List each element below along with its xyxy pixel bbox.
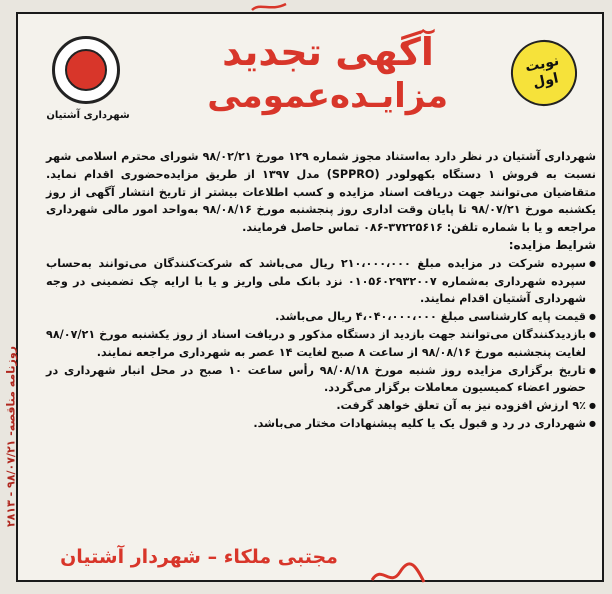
notice-body: [46, 148, 596, 433]
logo-caption: شهرداری آشتیان: [46, 110, 130, 121]
side-strip-text: روزنامه مناقصه- ۹۸/۰۷/۲۱ - ۲۸۱۳: [4, 345, 18, 528]
top-scrawl-icon: [250, 0, 290, 12]
newspaper-side-strip: [0, 300, 18, 590]
condition-item: ● قیمت پایه کارشناسی مبلغ ۴،۰۴۰،۰۰۰،۰۰۰ ریال می‌باشد.: [46, 308, 596, 326]
condition-item: ● ۹٪ ارزش افزوده نیز به آن تعلق خواهد گرفت.: [46, 397, 596, 415]
auction-notice: [16, 12, 604, 582]
conditions-heading: شرایط مزایده:: [508, 237, 596, 252]
handwritten-scrawl-icon: [368, 560, 428, 590]
municipality-logo: [52, 36, 120, 104]
condition-item: ● تاریخ برگزاری مزایده روز شنبه مورخ ۹۸/۰۸/۱۸ رأس ساعت ۱۰ صبح در محل انبار شهرداری در حضور اعضاء کمیسیون معاملات برگزار می‌گردد.: [46, 362, 596, 398]
notice-subtitle: مزایـده‌عمومی: [207, 76, 448, 116]
logo-emblem-icon: [65, 49, 107, 91]
badge-line1: نوبت: [523, 52, 561, 76]
intro-paragraph: شهرداری آشتیان در نظر دارد به‌استناد مجوز شماره ۱۲۹ مورخ ۹۸/۰۲/۲۱ شورای محترم اسلامی شهر نسبت به فروش ۱ دستگاه بکهولودر (SPPRO) مدل ۱۳۹۷ از طریق مزایده‌حضوری اقدام نماید. متقاضیان می‌توانند جهت دریافت اسناد مزایده و کسب اطلاعات بیشتر از تاریخ انتشار آگهی از روز یکشنبه مورخ ۹۸/۰۷/۲۱ تا پایان وقت اداری روز پنجشنبه مورخ ۹۸/۰۸/۱۶ به‌واحد امور مالی شهرداری مراجعه و یا با شماره تلفن: ۳۷۲۲۵۶۱۶-۰۸۶ تماس حاصل فرمایند.: [46, 150, 597, 235]
signature-line: مجتبی ملکاء – شهردار آشتیان: [60, 546, 338, 568]
conditions-list: [46, 255, 596, 433]
condition-item: ● بازدیدکنندگان می‌توانند جهت بازدید از دستگاه مذکور و دریافت اسناد از روز یکشنبه مورخ ۹۸/۰۷/۲۱ لغایت پنجشنبه مورخ ۹۸/۰۸/۱۶ از ساعت ۸ صبح لغایت ۱۴ عصر به شهرداری مراجعه نمایند.: [46, 326, 596, 362]
notice-title: آگهی تجدید: [222, 30, 434, 74]
round-badge: [505, 34, 583, 112]
condition-item: ● سپرده شرکت در مزایده مبلغ ۲۱۰،۰۰۰،۰۰۰ ریال می‌باشد که شرکت‌کنندگان می‌توانند به‌حساب سپرده شهرداری به‌شماره ۰۱۰۵۶۰۲۹۳۲۰۰۷ نزد بانک ملی واریز و یا با ارایه چک تضمینی در وجه شهرداری آشتیان اقدام نمایند.: [46, 255, 596, 308]
condition-item: ● شهرداری در رد و قبول یک یا کلیه پیشنهادات مختار می‌باشد.: [46, 415, 596, 433]
badge-line2: اول: [531, 70, 560, 92]
